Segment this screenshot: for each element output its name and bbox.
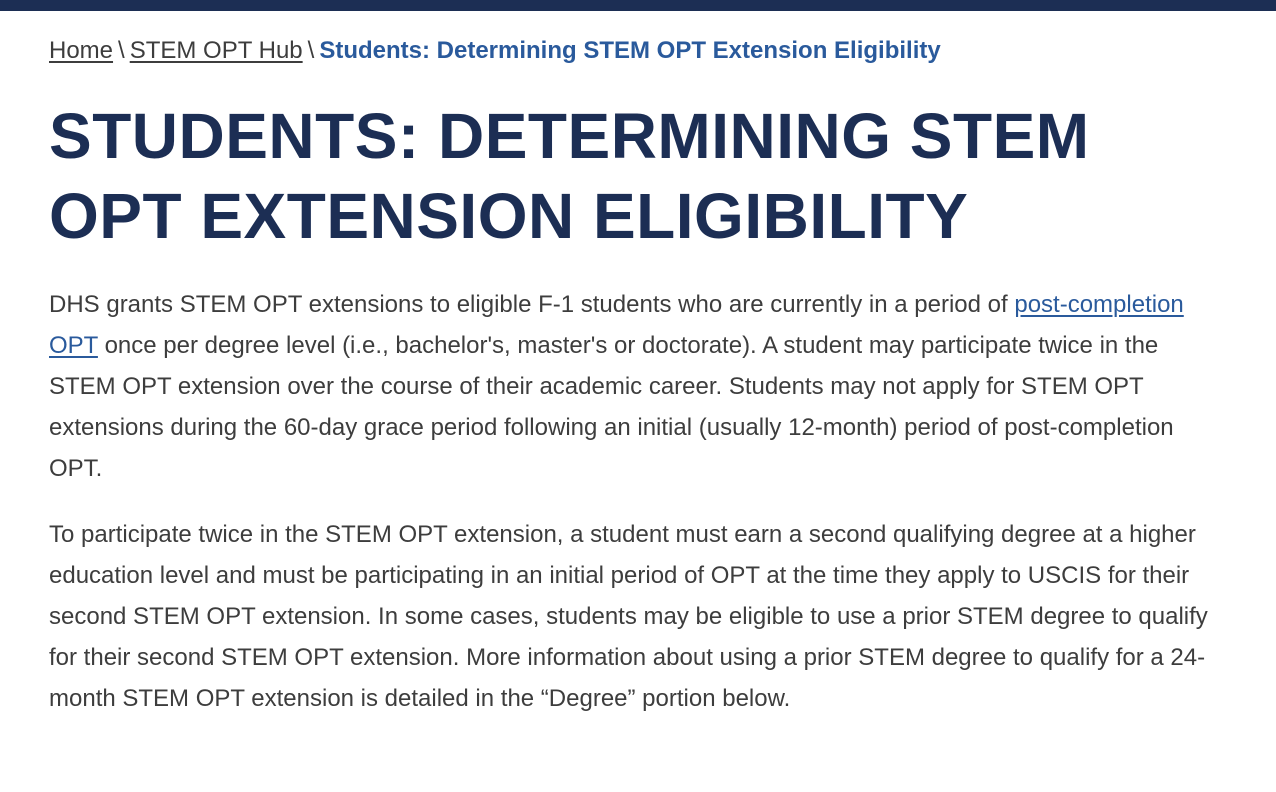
- breadcrumb-current: Students: Determining STEM OPT Extension Eligibility: [319, 37, 941, 64]
- main-content: [0, 36, 1276, 719]
- intro-text-before-link: DHS grants STEM OPT extensions to eligible F-1 students who are currently in a period of: [49, 291, 1015, 318]
- post-completion-opt-link[interactable]: post-completion OPT: [49, 291, 1184, 359]
- top-header-bar: [0, 0, 1276, 11]
- page-title: STUDENTS: DETERMINING STEM OPT EXTENSION ELIGIBILITY: [49, 100, 1090, 252]
- breadcrumb: [49, 36, 1230, 66]
- second-paragraph: To participate twice in the STEM OPT extension, a student must earn a second qualifying degree at a higher education level and must be participating in an initial period of OPT at the time they apply to USCIS for their second STEM OPT extension. In some cases, students may be eligible to use a prior STEM degree to qualify for their second STEM OPT extension. More information about using a prior STEM degree to qualify for a 24-month STEM OPT extension is detailed in the “Degree” portion below.: [49, 521, 1208, 712]
- breadcrumb-separator: \: [307, 37, 315, 64]
- intro-paragraph: [49, 284, 1230, 489]
- breadcrumb-hub-link[interactable]: STEM OPT Hub: [129, 37, 303, 64]
- breadcrumb-separator: \: [118, 37, 125, 64]
- breadcrumb-home-link[interactable]: Home: [49, 37, 114, 64]
- intro-text-after-link: once per degree level (i.e., bachelor's, master's or doctorate). A student may participate twice in the STEM OPT extension over the course of their academic career. Students may not apply for STEM OPT extensions during the 60-day grace period following an initial (usually 12-month) period of post-completion OPT.: [49, 332, 1174, 482]
